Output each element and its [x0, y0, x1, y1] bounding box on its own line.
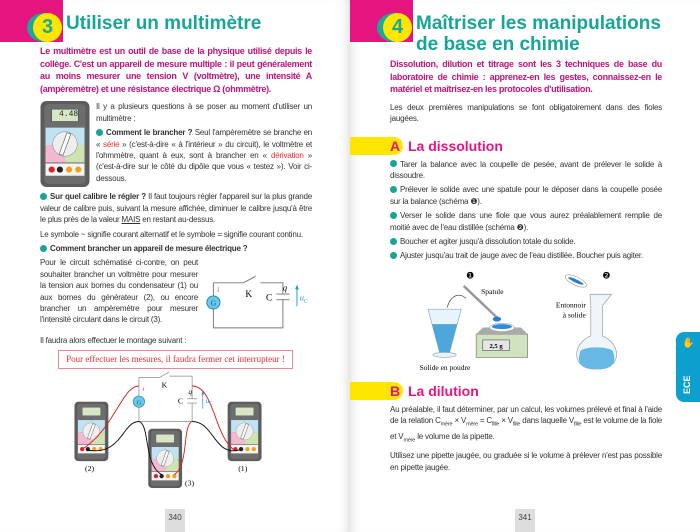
step [390, 210, 662, 233]
intro-paragraph: Il y a plusieurs questions à se poser au moment d'utiliser un multimètre : [96, 102, 312, 123]
voltage-symbol: u [205, 396, 210, 405]
question-label: Sur quel calibre le régler ? [50, 192, 146, 202]
step [390, 159, 662, 182]
text: dans laquelle V [520, 416, 575, 426]
question-label: Comment brancher un appareil de mesure électrique ? [50, 244, 248, 253]
intro-text: Le multimètre est un outil de base de la physique utilisé depuis le collège. C'est un appareil de mesure multiple : il peut généralement au moins mesurer une tension V (voltmètre), une intensité A (ampèremètre) et une résistance électrique Ω (ohmmètre). [40, 46, 312, 94]
bullet-icon [390, 212, 397, 219]
figure-number-2: ❷ [602, 270, 611, 281]
step [390, 184, 662, 207]
text: en restant au-dessus. [140, 215, 216, 225]
highlight-serie: série [103, 139, 120, 149]
meter-label-1: (1) [238, 463, 248, 473]
right-page [350, 0, 700, 532]
text: Au préalable, il faut déterminer, par un calcul, les volumes prélevé et final à l'aide de la relation C [390, 404, 662, 426]
charge-label: q [282, 282, 287, 293]
circuit-paragraph: Pour le circuit schématisé ci-contre, on peut souhaiter brancher un voltmètre pour mesurer la tension aux bornes du condensateur (1) ou aux bornes du générateur (2), ou encore brancher un ampèremètre pour mesurer l'intensité circulant dans le circuit (3). [40, 258, 198, 325]
voltage-label [300, 293, 308, 305]
subscript: fille [574, 421, 582, 428]
section-a-heading [350, 137, 662, 155]
highlight-derivation: dérivation [270, 151, 304, 160]
montage-paragraph: Il faudra alors effectuer le montage suivant : [40, 336, 187, 346]
subscript: fille [512, 421, 521, 428]
symbol-paragraph: Le symbole ~ signifie courant alternatif et le symbole = signifie courant continu. [40, 229, 303, 239]
charge-label: q [188, 387, 193, 396]
text: × V [499, 416, 513, 426]
subscript: mère [466, 421, 478, 428]
step [390, 236, 662, 247]
funnel-label [556, 300, 587, 319]
voltage-subscript: C [209, 401, 213, 407]
text: » (c'est-à-dire sur le côté du dipôle que vous « testez »). Voir ci-dessous. [96, 151, 312, 183]
bullet-icon [390, 160, 397, 167]
spatula-label: Spatule [481, 287, 504, 297]
text: est le volume de la fiole et V [390, 416, 663, 442]
question-connect [96, 127, 312, 184]
step-text: Boucher et agiter jusqu'à dissolution totale du solide. [400, 237, 576, 247]
warning-box: Pour effectuer les mesures, il faudra fermer cet interrupteur ! [58, 350, 293, 369]
voltage-subscript: C [303, 298, 308, 305]
section-title: La dilution [408, 382, 479, 399]
voltage-label [206, 397, 214, 406]
question-branch [40, 243, 312, 254]
section-number: 3 [33, 13, 62, 42]
section-number-badge [377, 13, 411, 42]
figure-number-1: ❶ [466, 270, 475, 281]
step [390, 250, 662, 261]
text: × V [452, 416, 467, 426]
funnel-label-line: Entonnoir [555, 300, 586, 310]
text: Il faut toujours régler l'appareil sur la plus grande valeur de calibre puis, suivant la mesure affichée, diminuer le calibre jusqu'à être le plus près de la valeur [40, 192, 312, 225]
bullet-icon [40, 193, 47, 200]
intro-paragraph: Les deux premières manipulations se font obligatoirement dans des fioles jaugées. [390, 102, 662, 124]
section-title: La dissolution [408, 137, 503, 154]
bullet-icon [390, 186, 397, 193]
multimeter-display: 4.48 [59, 110, 79, 120]
step-text: Prélever le solide avec une spatule pour le déposer dans la coupelle posée sur la balance (schéma ❶). [390, 185, 662, 206]
page-title [416, 13, 661, 55]
circuit-diagram [204, 257, 312, 333]
multimeter-illustration [40, 101, 90, 187]
text: le volume de la pipette. [415, 432, 495, 442]
section-b-heading [350, 382, 662, 400]
subscript: mère [440, 421, 453, 428]
subscript: fille [491, 421, 500, 428]
montage-diagram [32, 369, 304, 491]
text: » (c'est-à-dire « à l'intérieur » du circuit), le voltmètre et l'ohmmètre, quant à eux, sont à brancher en « [96, 139, 312, 160]
bullet-icon [40, 245, 47, 252]
page-number: 340 [165, 509, 185, 532]
switch-label: K [245, 290, 252, 301]
step-text: Verser le solide dans une fiole que vous aurez préalablement remplie de moitié avec de l'eau distillée (schéma ❷). [390, 211, 662, 232]
bullet-icon [390, 238, 397, 245]
section-letter: B [390, 382, 401, 399]
scale-display: 2,5 g [489, 343, 503, 351]
current-label: i [142, 385, 145, 393]
generator-label: G [210, 298, 217, 308]
title-line-2: de base en chimie [416, 34, 580, 55]
page-number: 341 [515, 509, 535, 532]
bullet-icon [390, 252, 397, 259]
text: Seul l'ampèremètre se branche en « [96, 128, 312, 149]
dissolution-figure [390, 266, 662, 374]
dilution-paragraph [390, 404, 662, 447]
question-calibre [40, 191, 312, 225]
hand-icon: ✋ [682, 338, 695, 349]
meter-label-3: (3) [185, 478, 195, 488]
underlined-mais: MAIS [121, 215, 141, 225]
ece-tab-label: ECE [682, 375, 692, 394]
page-title: Utiliser un multimètre [66, 13, 262, 34]
switch-label: K [161, 380, 168, 390]
step-text: Tarer la balance avec la coupelle de pesée, avant de prélever le solide à dissoudre. [390, 159, 662, 180]
intro-text: Dissolution, dilution et titrage sont les 3 techniques de base du laboratoire de chimie : apprenez-en les gestes, connaissez-en le matériel et maîtrisez-en les protocoles d'utilisation. [390, 59, 662, 95]
ece-side-tab[interactable] [676, 332, 700, 402]
step-text: Ajuster jusqu'au trait de jauge avec de l'eau distillée. Boucher puis agiter. [400, 251, 643, 261]
title-line-1: Maîtriser les manipulations [416, 13, 661, 34]
funnel-label-line: à solide [562, 310, 586, 320]
meter-label-2: (2) [85, 463, 95, 473]
capacitor-label: C [265, 294, 273, 305]
text: = C [477, 416, 492, 426]
pipette-paragraph: Utilisez une pipette jaugée, ou graduée si le volume à prélever n'est pas possible en pipette jaugée. [390, 451, 662, 472]
capacitor-label: C [177, 396, 184, 406]
powder-label: Solide en poudre [419, 362, 471, 372]
section-letter: A [390, 137, 401, 154]
generator-label: G [136, 399, 142, 407]
bullet-icon [96, 129, 103, 136]
voltage-symbol: u [299, 293, 304, 304]
question-label: Comment le brancher ? [106, 128, 193, 138]
section-number-badge [27, 13, 61, 42]
current-label: i [217, 285, 220, 295]
subscript: mère [403, 437, 416, 444]
section-number: 4 [383, 13, 412, 42]
